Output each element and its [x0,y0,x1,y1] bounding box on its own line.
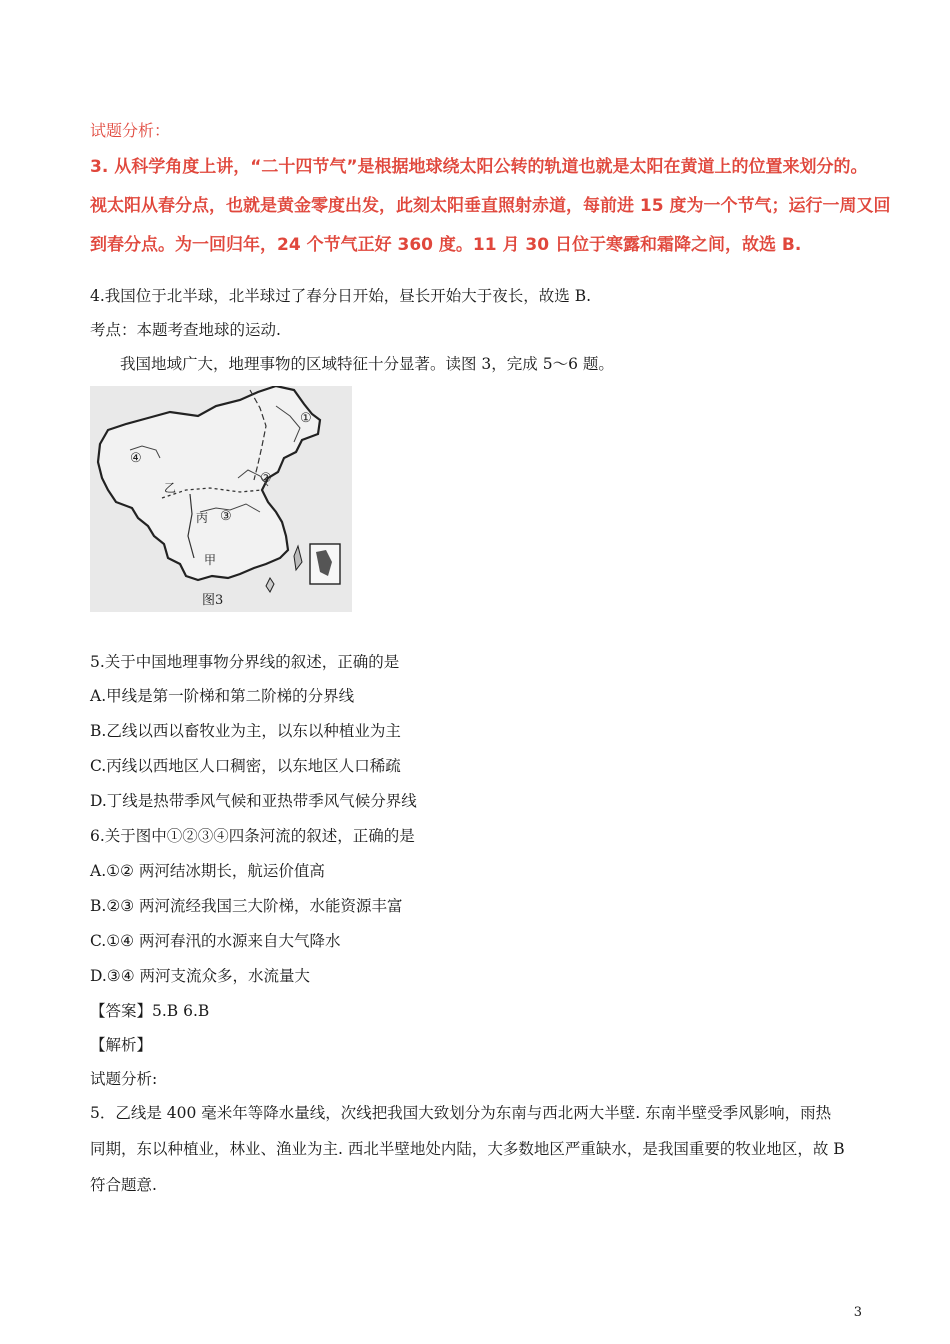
q6-option-a: A.①② 两河结冰期长，航运价值高 [90,862,325,880]
map-label-river1: ① [300,411,312,426]
q5-option-d: D.丁线是热带季风气候和亚热带季风气候分界线 [90,792,417,810]
map-label-yi: 乙 [164,481,177,495]
q6-option-c: C.①④ 两河春汛的水源来自大气降水 [90,932,341,950]
kaodian-note: 考点：本题考查地球的运动. [90,321,281,339]
page-number: 3 [853,1305,862,1320]
analysis-heading-red: 试题分析： [90,121,171,140]
china-map-figure [90,386,352,612]
explanation-q3-line2: 视太阳从春分点，也就是黄金零度出发，此刻太阳垂直照射赤道，每前进 15 度为一个节气；运行一周又回 [90,196,891,216]
q5-option-b: B.乙线以西以畜牧业为主，以东以种植业为主 [90,722,401,740]
question-intro: 我国地域广大，地理事物的区域特征十分显著。读图 3，完成 5～6 题。 [120,355,614,373]
q6-stem: 6.关于图中①②③④四条河流的叙述，正确的是 [90,827,415,845]
jiexi-heading: 【解析】 [90,1036,153,1054]
explanation-q4: 4.我国位于北半球，北半球过了春分日开始，昼长开始大于夜长，故选 B. [90,287,592,305]
explanation-q5-line3: 符合题意. [90,1176,157,1194]
map-label-river3: ③ [220,509,232,524]
q6-option-b: B.②③ 两河流经我国三大阶梯，水能资源丰富 [90,897,403,915]
figure-caption: 图3 [202,593,224,608]
explanation-q3-line1: 3. 从科学角度上讲，“二十四节气”是根据地球绕太阳公转的轨道也就是太阳在黄道上的位置来划分的。 [90,157,868,177]
map-label-bing: 丙 [196,511,209,525]
explanation-q3-line3: 到春分点。为一回归年，24 个节气正好 360 度。11 月 30 日位于寒露和霜降之间，故选 B. [90,235,802,255]
map-label-river2: ② [260,471,272,486]
answer-line: 【答案】5.B 6.B [90,1002,210,1020]
explanation-q5-line1: 5．乙线是 400 毫米年等降水量线，次线把我国大致划分为东南与西北两大半壁. 东南半壁受季风影响，雨热 [90,1104,832,1122]
analysis-heading: 试题分析: [90,1070,158,1088]
china-map-image [90,386,352,612]
explanation-q5-line2: 同期，东以种植业，林业、渔业为主. 西北半壁地处内陆，大多数地区严重缺水，是我国重要的牧业地区，故 B [90,1140,845,1158]
q5-stem: 5.关于中国地理事物分界线的叙述，正确的是 [90,653,400,671]
map-label-jia: 甲 [204,553,217,567]
map-label-river4: ④ [130,451,142,466]
q5-option-a: A.甲线是第一阶梯和第二阶梯的分界线 [90,687,355,705]
q6-option-d: D.③④ 两河支流众多，水流量大 [90,967,311,985]
q5-option-c: C.丙线以西地区人口稠密，以东地区人口稀疏 [90,757,401,775]
